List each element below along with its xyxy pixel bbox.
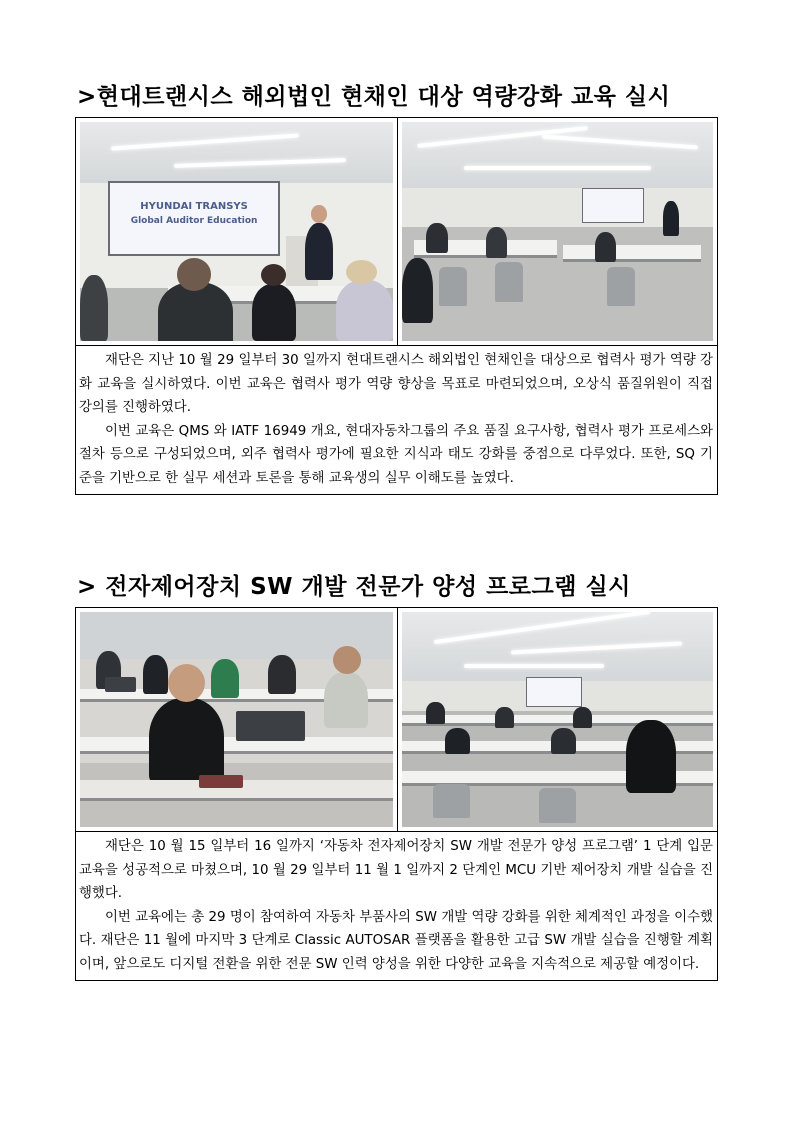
paragraph: 이번 교육은 QMS 와 IATF 16949 개요, 현대자동차그룹의 주요 품질 요구사항, 협력사 평가 프로세스와 절차 등으로 구성되었으며, 외주 협력사 평가에 필요한 지식과 태도 강화를 중점으로 다루었다. 또한, SQ 기준을 기반으로 한 실무 세션과 토론을 통해 교육생의 실무 이해도를 높였다. [79,423,713,486]
paragraph: 재단은 지난 10 월 29 일부터 30 일까지 현대트랜시스 해외법인 현채인을 대상으로 협력사 평가 역량 강화 교육을 실시하였다. 이번 교육은 협력사 평가 역량 향상을 목표로 마련되었으며, 오상식 품질위원이 직접 강의를 진행하였다. [79,353,713,416]
trainee [445,728,470,754]
presenter-head [311,205,327,223]
laptop [236,711,305,741]
trainee [573,707,592,729]
attendee [402,258,433,324]
paragraph: 재단은 10 월 15 일부터 16 일까지 ‘자동차 전자제어장치 SW 개발 전문가 양성 프로그램’ 1 단계 입문 교육을 성공적으로 마쳤으며, 10 월 29 일부터 11 월 1 일까지 2 단계인 MCU 기반 제어장치 개발 실습을 진행했다. [79,839,713,902]
trainee [324,672,368,728]
photo-classroom-seating [397,118,718,345]
article-body [76,346,717,494]
screen-title: HYUNDAI TRANSYS [140,201,248,213]
attendee-head [346,260,377,284]
trainee [551,728,576,754]
section-heading: >현대트랜시스 해외법인 현채인 대상 역량강화 교육 실시 [77,84,671,110]
article-body [76,832,717,980]
attendee [486,227,508,258]
attendee-head [177,258,211,291]
chair [607,267,635,306]
photo-scene [402,612,714,827]
trainee [268,655,296,694]
photo-computer-lab-wide [397,608,718,831]
trainee [149,698,224,784]
photo-row [76,118,717,346]
attendee [336,280,392,341]
trainee [143,655,168,694]
chair [439,267,467,306]
attendee [595,232,617,263]
desk [402,715,714,726]
photo-row [76,608,717,832]
trainee [426,702,445,724]
chair [495,262,523,301]
paragraph: 이번 교육에는 총 29 명이 참여하여 자동차 부품사의 SW 개발 역량 강화를 위한 체계적인 과정을 이수했다. 재단은 11 월에 마지막 3 단계로 Classic AUTOSAR 플랫폼을 활용한 고급 SW 개발 실습을 진행할 계획이며, 앞으로도 디지털 전환을 위한 전문 SW 인력 양성을 위한 다양한 교육을 지속적으로 제공할 예정이다. [79,909,713,972]
projection-screen [582,188,644,223]
screen-subtitle: Global Auditor Education [130,215,258,226]
photo-lecture-presenter [76,118,397,345]
ceiling-light [464,664,604,668]
trainee-head [333,646,361,674]
laptop [105,677,136,692]
trainee [626,720,676,793]
attendee [252,284,296,341]
presenter [663,201,679,236]
presenter [305,223,333,280]
chair [539,788,576,822]
attendee [80,275,108,341]
attendee [426,223,448,254]
photo-scene [80,122,393,341]
photo-scene [80,612,393,827]
photo-computer-lab-trainees [76,608,397,831]
trainee [211,659,239,698]
photo-scene [402,122,714,341]
desk [563,245,700,263]
dev-board [199,775,243,788]
article-box [75,117,718,495]
article-section-sw-program [75,570,718,981]
section-heading: > 전자제어장치 SW 개발 전문가 양성 프로그램 실시 [77,574,631,600]
trainee [495,707,514,729]
article-section-transys [75,80,718,495]
article-box [75,607,718,981]
attendee [158,282,233,341]
ceiling [80,122,393,188]
projection-screen [108,181,280,255]
projection-screen [526,677,582,707]
ceiling-light [464,166,651,170]
trainee-head [168,664,206,703]
chair [433,784,470,818]
